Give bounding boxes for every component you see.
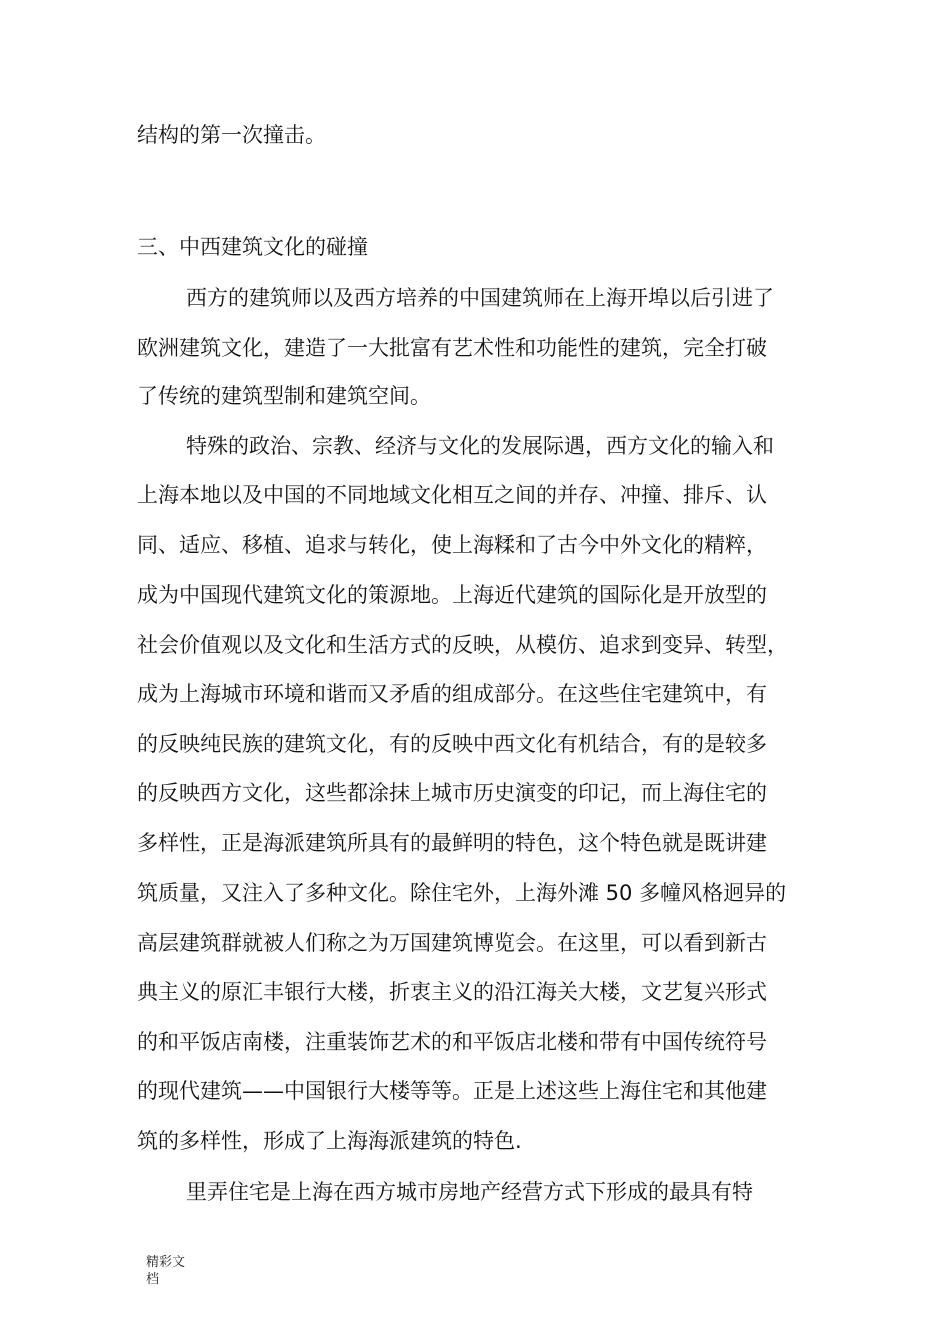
paragraph-2-line-3: 同、适应、移植、追求与转化，使上海糅和了古今中外文化的精粹， bbox=[137, 533, 767, 557]
paragraph-2-line-10: 筑质量，又注入了多种文化。除住宅外，上海外滩 50 多幢风格迥异的 bbox=[137, 881, 787, 905]
paragraph-2-line-5: 社会价值观以及文化和生活方式的反映，从模仿、追求到变异、转型， bbox=[137, 633, 788, 657]
section-heading: 三、中西建筑文化的碰撞 bbox=[137, 235, 368, 259]
paragraph-2-line-2: 上海本地以及中国的不同地域文化相互之间的并存、冲撞、排斥、认 bbox=[137, 483, 767, 507]
text-line-continuation: 结构的第一次撞击。 bbox=[137, 123, 326, 147]
paragraph-3-line-1: 里弄住宅是上海在西方城市房地产经营方式下形成的最具有特 bbox=[186, 1180, 753, 1204]
paragraph-2-line-12: 典主义的原汇丰银行大楼，折衷主义的沿江海关大楼，文艺复兴形式 bbox=[137, 980, 767, 1004]
paragraph-2-line-13: 的和平饭店南楼，注重装饰艺术的和平饭店北楼和带有中国传统符号 bbox=[137, 1030, 767, 1054]
paragraph-2-line-1: 特殊的政治、宗教、经济与文化的发展际遇，西方文化的输入和 bbox=[186, 434, 774, 458]
paragraph-2-line-8: 的反映西方文化，这些都涂抹上城市历史演变的印记，而上海住宅的 bbox=[137, 781, 767, 805]
paragraph-2-line-11: 高层建筑群就被人们称之为万国建筑博览会。在这里，可以看到新古 bbox=[137, 931, 767, 955]
paragraph-2-line-4: 成为中国现代建筑文化的策源地。上海近代建筑的国际化是开放型的 bbox=[137, 583, 767, 607]
paragraph-1-line-3: 了传统的建筑型制和建筑空间。 bbox=[137, 384, 431, 408]
paragraph-1-line-1: 西方的建筑师以及西方培养的中国建筑师在上海开埠以后引进了 bbox=[186, 286, 774, 310]
paragraph-2-line-9: 多样性，正是海派建筑所具有的最鲜明的特色，这个特色就是既讲建 bbox=[137, 831, 767, 855]
paragraph-2-line-7: 的反映纯民族的建筑文化，有的反映中西文化有机结合，有的是较多 bbox=[137, 732, 767, 756]
paragraph-2-line-6: 成为上海城市环境和谐而又矛盾的组成部分。在这些住宅建筑中，有 bbox=[137, 682, 767, 706]
paragraph-2-line-15: 筑的多样性，形成了上海海派建筑的特色. bbox=[137, 1129, 522, 1153]
paragraph-2-line-14: 的现代建筑——中国银行大楼等等。正是上述这些上海住宅和其他建 bbox=[137, 1079, 767, 1103]
paragraph-1-line-2: 欧洲建筑文化，建造了一大批富有艺术性和功能性的建筑，完全打破 bbox=[137, 336, 767, 360]
page-footer: 精彩文档 bbox=[146, 1255, 186, 1287]
